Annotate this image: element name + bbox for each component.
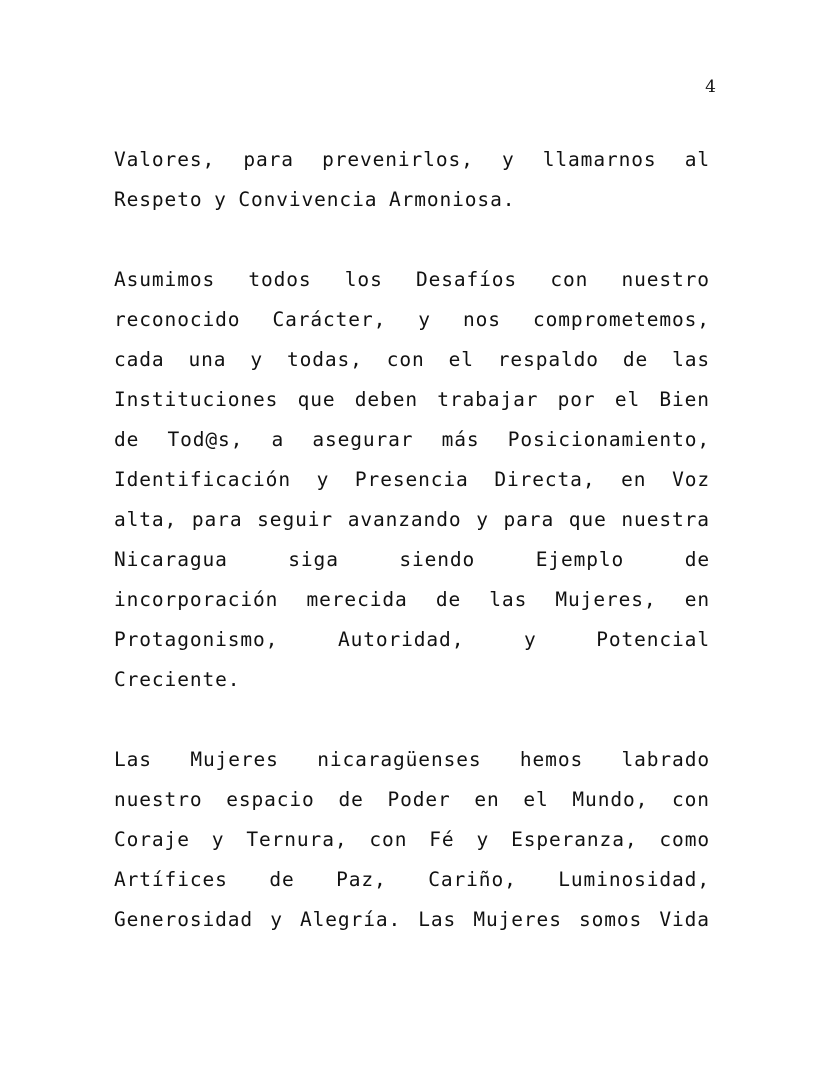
- word: Desafíos: [415, 268, 518, 291]
- word: nos: [463, 308, 501, 331]
- word: Instituciones: [114, 388, 279, 411]
- word: llamarnos: [542, 148, 657, 171]
- word: y: [211, 828, 225, 851]
- word: respaldo: [497, 348, 599, 371]
- word: los: [344, 268, 383, 291]
- word: seguir: [257, 508, 334, 531]
- word: Paz,: [336, 868, 387, 891]
- word: nuestra: [621, 508, 710, 531]
- word: Alegría.: [300, 908, 402, 931]
- word: Valores,: [114, 148, 216, 171]
- word: Mujeres: [190, 748, 279, 771]
- word: las: [489, 588, 528, 611]
- word: el: [523, 788, 549, 811]
- word: merecida: [306, 588, 408, 611]
- text-line: [114, 308, 710, 348]
- word: comprometemos,: [532, 308, 710, 331]
- word: Carácter,: [272, 308, 387, 331]
- word: Directa,: [494, 468, 596, 491]
- word: una: [188, 348, 227, 371]
- text-line: [114, 908, 710, 948]
- word: Posicionamiento,: [507, 428, 710, 451]
- word: de: [338, 788, 364, 811]
- word: de: [114, 428, 140, 451]
- word: Armoniosa.: [388, 188, 516, 211]
- word: Coraje: [114, 828, 190, 851]
- word: de: [684, 548, 710, 571]
- word: Protagonismo,: [114, 628, 279, 651]
- word: que: [297, 388, 336, 411]
- word: somos: [579, 908, 643, 931]
- word: que: [568, 508, 607, 531]
- word: cada: [114, 348, 165, 371]
- word: en: [684, 588, 710, 611]
- text-line: [114, 428, 710, 468]
- paragraph: [114, 748, 710, 948]
- text-line: [114, 268, 710, 308]
- word: y: [214, 188, 227, 211]
- space: [227, 188, 239, 211]
- word: de: [435, 588, 462, 611]
- word: todos: [248, 268, 312, 291]
- space: [377, 188, 389, 211]
- text-line: [114, 468, 710, 508]
- word: alta,: [114, 508, 178, 531]
- word: y: [250, 348, 263, 371]
- word: y: [523, 628, 537, 651]
- space: [202, 188, 214, 211]
- word: con: [550, 268, 589, 291]
- word: para: [503, 508, 555, 531]
- text-line: [114, 788, 710, 828]
- word: Ejemplo: [535, 548, 625, 571]
- word: Generosidad: [114, 908, 254, 931]
- word: hemos: [519, 748, 584, 771]
- word: Potencial: [596, 628, 710, 651]
- word: y: [316, 468, 330, 491]
- word: Ternura,: [246, 828, 348, 851]
- word: siga: [288, 548, 339, 571]
- paragraph: [114, 148, 710, 228]
- word: Luminosidad,: [558, 868, 710, 891]
- word: Convivencia: [238, 188, 378, 211]
- document-body: [114, 148, 710, 948]
- word: las: [672, 348, 710, 371]
- text-line: [114, 508, 710, 548]
- text-line: [114, 868, 710, 908]
- word: prevenirlos,: [322, 148, 474, 171]
- word: como: [659, 828, 710, 851]
- word: todas,: [286, 348, 363, 371]
- word: Esperanza,: [511, 828, 638, 851]
- word: Las: [418, 908, 457, 931]
- word: al: [684, 148, 710, 171]
- word: y: [476, 508, 489, 531]
- word: trabajar: [437, 388, 539, 411]
- word: en: [621, 468, 647, 491]
- word: Vida: [659, 908, 710, 931]
- word: y: [418, 308, 431, 331]
- text-line: [114, 588, 710, 628]
- word: nuestro: [114, 788, 203, 811]
- text-line: [114, 748, 710, 788]
- word: Voz: [672, 468, 710, 491]
- word: reconocido: [114, 308, 241, 331]
- word: por: [557, 388, 596, 411]
- word: para: [191, 508, 243, 531]
- word: deben: [354, 388, 418, 411]
- word: espacio: [226, 788, 315, 811]
- word: con: [672, 788, 710, 811]
- word: de: [269, 868, 295, 891]
- word: Asumimos: [114, 268, 216, 291]
- word: incorporación: [114, 588, 279, 611]
- word: en: [474, 788, 500, 811]
- text-line: [114, 148, 710, 188]
- word: y: [270, 908, 283, 931]
- word: Las: [114, 748, 152, 771]
- word: Poder: [387, 788, 451, 811]
- paragraph: [114, 268, 710, 708]
- word: nuestro: [621, 268, 710, 291]
- word: y: [501, 148, 515, 171]
- word: el: [614, 388, 641, 411]
- word: Autoridad,: [337, 628, 465, 651]
- page-number: 4: [705, 77, 716, 97]
- word: Mujeres,: [555, 588, 657, 611]
- word: Creciente.: [114, 668, 241, 691]
- word: labrado: [621, 748, 710, 771]
- word: Cariño,: [428, 868, 517, 891]
- text-line: [114, 348, 710, 388]
- word: Bien: [659, 388, 710, 411]
- text-line: [114, 628, 710, 668]
- word: Fé: [429, 828, 455, 851]
- word: y: [476, 828, 490, 851]
- word: asegurar: [312, 428, 414, 451]
- word: a: [271, 428, 285, 451]
- word: Mujeres: [473, 908, 562, 931]
- word: Tod@s,: [167, 428, 244, 451]
- word: Mundo,: [572, 788, 649, 811]
- word: Presencia: [354, 468, 469, 491]
- text-line: [114, 668, 710, 708]
- word: con: [386, 348, 425, 371]
- word: más: [441, 428, 480, 451]
- word: Nicaragua: [114, 548, 228, 571]
- word: con: [369, 828, 408, 851]
- text-line: [114, 188, 710, 228]
- word: Artífices: [114, 868, 228, 891]
- text-line: [114, 548, 710, 588]
- word: para: [243, 148, 294, 171]
- word: avanzando: [347, 508, 462, 531]
- word: Identificación: [114, 468, 291, 491]
- word: siendo: [399, 548, 476, 571]
- text-line: [114, 388, 710, 428]
- word: de: [622, 348, 649, 371]
- word: nicaragüenses: [317, 748, 482, 771]
- word: Respeto: [114, 188, 203, 211]
- text-line: [114, 828, 710, 868]
- word: el: [448, 348, 474, 371]
